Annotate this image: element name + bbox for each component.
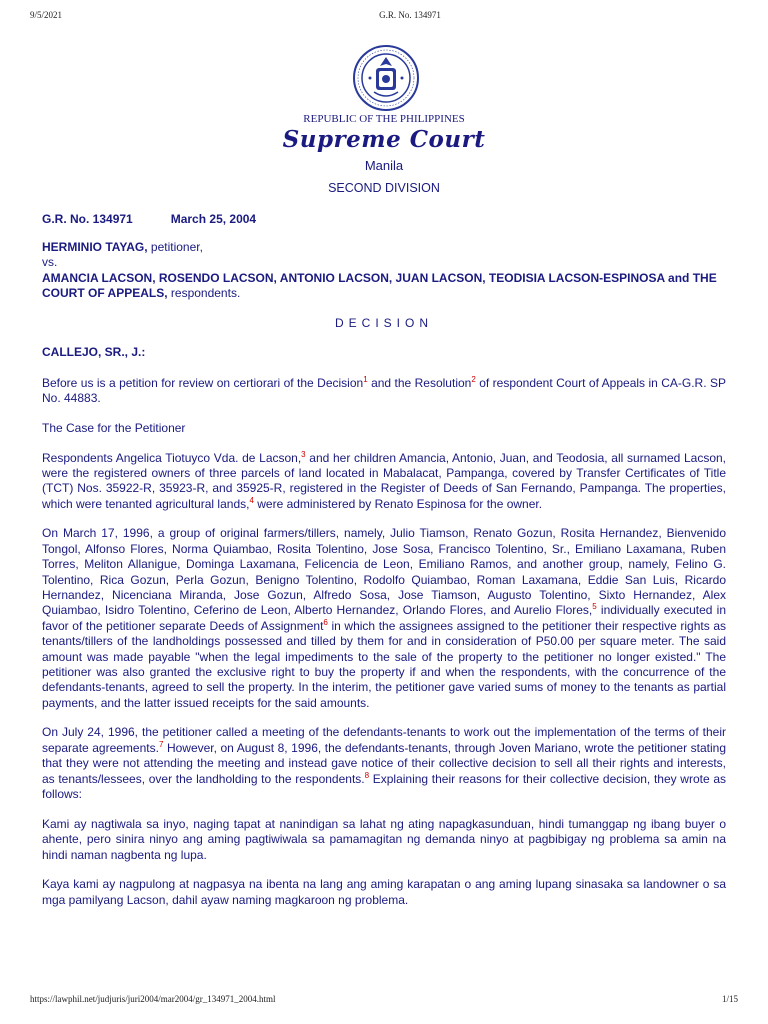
paragraph: On March 17, 1996, a group of original farmers/tillers, namely, Julio Tiamson, Renato Gozun, Rosita Hernandez, Bienvenido Tongol, Alfonso Flores, Norma Quiambao, Rosita Tolentino, Jose Sosa, Francisco Tolentino, Sr., Emiliano Laxamana, Ruben Torres, Meliton Allanigue, Dominga Laxamana, Felicencia de Leon, Emiliano Ramos, and another group, namely, Felino G. Tolentino, Rica Gozun, Perla Gozun, Benigno Tolentino, Rodolfo Quiambao, Roman Laxamana, Eddie San Luis, Ricardo Hernandez, Nicenciana Miranda, Jose Gozun, Alfredo Sosa, Jose Tiamson, Augusto Tolentino, Sixto Hernandez, Alex Quiambao, Isidro Tolentino, Ceferino de Leon, Alberto Hernandez, Orlando Flores, and Aurelio Flores,$^5$ individually executed in favor of the petitioner separate Deeds of Assignment$^6$ in which the assignees assigned to the petitioner their respective rights as tenants/tillers of the landholdings possessed and tilled by them for and in consideration of P50.00 per square meter. The said amount was made payable "when the legal impediments to the sale of the property to the petitioner no longer existed." The petitioner was also granted the exclusive right to buy the property if and when the respondents, with the concurrence of the defendants-tenants, agreed to sell the property. In the interim, the petitioner gave varied sums of money to the tenants as partial payments, and the latter issued receipts for the said amounts. — [42, 526, 727, 710]
print-title: G.R. No. 134971 — [379, 10, 441, 20]
footnote-link[interactable]: 3 — [301, 449, 306, 459]
case-parties — [42, 240, 726, 302]
footnote-link[interactable]: 5 — [592, 602, 597, 612]
case-date: March 25, 2004 — [170, 212, 257, 226]
print-date: 9/5/2021 — [30, 10, 63, 20]
republic-heading: REPUBLIC OF THE PHILIPPINES — [303, 113, 465, 125]
decision-body — [42, 376, 726, 922]
page-count: 1/15 — [721, 994, 738, 1004]
case-number-line — [42, 212, 726, 227]
footnote-link[interactable]: 6 — [323, 617, 328, 627]
court-name: Supreme Court — [282, 126, 486, 153]
footnote-link[interactable]: 2 — [471, 375, 476, 384]
quoted-paragraph: Kami ay nagtiwala sa inyo, naging tapat at nanindigan sa lahat ng ating napagkasunduan, hindi tumanggap ng ibang buyer o ahente, pero sinira ninyo ang aming pagtiwiwala sa pamamagitan ng demanda ninyo at pagbibigay ng problema sa amin na hindi naman nagbenta ng lupa. — [42, 816, 726, 862]
versus: vs. — [42, 255, 58, 270]
paragraph: Respondents Angelica Tiotuyco Vda. de Lacson,$^3$ and her children Amancia, Antonio, Juan, and Teodosia, all surnamed Lacson, were the registered owners of three parcels of land located in Mabalacat, Pampanga, covered by Transfer Certificates of Title (TCT) Nos. 35922-R, 35923-R, and 35925-R, registered in the Register of Deeds of San Fernando, Pampanga. The properties, which were tenanted agricultural lands,$^4$ were administered by Renato Espinosa for the owner. — [42, 449, 726, 511]
footnote-link[interactable]: 8 — [364, 770, 370, 780]
paragraph: Before us is a petition for review on certiorari of the Decision$^1$ and the Resolution$^2$ of respondent Court of Appeals in CA-G.R. SP No. 44883. — [42, 375, 726, 406]
court-division: SECOND DIVISION — [328, 181, 440, 195]
quoted-paragraph: Kaya kami ay nagpulong at nagpasya na ibenta na lang ang aming karapatan o ang aming lupang sinasaka sa landowner o sa mga pamilyang Lacson, dahil ayaw naming magkaroon ng problema. — [42, 877, 726, 907]
print-url: https://lawphil.net/judjuris/juri2004/mar2004/gr_134971_2004.html — [30, 994, 276, 1004]
print-footer — [0, 994, 768, 1010]
footnote-link[interactable]: 7 — [158, 739, 164, 749]
footnote-link[interactable]: 4 — [249, 495, 254, 505]
petitioner-role: petitioner, — [147, 240, 203, 254]
footnote-link[interactable]: 1 — [363, 375, 368, 384]
court-city: Manila — [364, 158, 404, 173]
respondents-role: respondents. — [167, 286, 241, 301]
print-header — [0, 10, 768, 26]
section-heading: The Case for the Petitioner — [42, 421, 186, 435]
paragraph: On July 24, 1996, the petitioner called a meeting of the defendants-tenants to work out the implementation of the terms of their separate agreements.$^7$ However, on August 8, 1996, the defendants-tenants, through Joven Mariano, wrote the petitioner stating that they were not attending the meeting and instead gave notice of their collective decision to sell all their rights and interests, as tenants/lessees, over the landholding to the respondents.$^8$ Explaining their reasons for their collective decision, they wrote as follows: — [42, 725, 726, 802]
ponente: CALLEJO, SR., J.: — [42, 345, 146, 359]
case-number: G.R. No. 134971 — [42, 212, 133, 226]
decision-heading: DECISION — [334, 316, 433, 330]
respondents-names: AMANCIA LACSON, ROSENDO LACSON, ANTONIO LACSON, JUAN LACSON, TEODISIA LACSON-ESPINOSA and THE COURT OF APPEALS, — [42, 270, 717, 301]
petitioner-name: HERMINIO TAYAG, — [42, 240, 148, 254]
supreme-court-seal-icon — [352, 44, 420, 112]
